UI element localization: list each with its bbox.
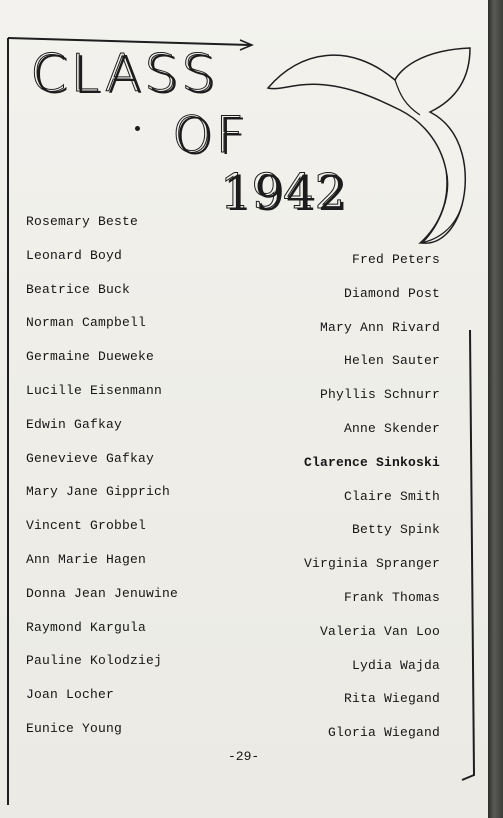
left-name-item: Leonard Boyd	[26, 247, 123, 263]
left-name-item: Ann Marie Hagen	[26, 552, 147, 567]
left-name-item: Edwin Gafkay	[26, 416, 123, 432]
title-year: 1942	[220, 164, 347, 220]
title-of: OF	[172, 106, 249, 164]
right-name-item: Helen Sauter	[343, 353, 440, 369]
right-name-item: Clarence Sinkoski	[303, 454, 440, 470]
left-name-item: Lucille Eisenmann	[26, 383, 163, 398]
left-name-item: Vincent Grobbel	[26, 518, 147, 534]
right-name-item: Claire Smith	[343, 488, 440, 504]
right-name-item: Anne Skender	[343, 421, 440, 436]
left-name-item: Raymond Kargula	[26, 619, 147, 635]
left-name-item: Germaine Dueweke	[26, 349, 155, 365]
right-name-item: Gloria Wiegand	[327, 725, 440, 741]
left-name-item: Mary Jane Gipprich	[26, 484, 171, 500]
right-name-item: Fred Peters	[351, 252, 440, 267]
right-name-item: Mary Ann Rivard	[319, 319, 440, 335]
right-name-item: Frank Thomas	[343, 590, 440, 605]
left-name-item: Eunice Young	[26, 721, 123, 736]
left-name-item: Rosemary Beste	[26, 214, 139, 229]
left-name-item: Norman Campbell	[26, 315, 147, 331]
right-border-line	[462, 330, 474, 780]
right-name-item: Lydia Wajda	[351, 657, 440, 673]
page-right-edge-shadow	[488, 0, 503, 818]
page-number: -29-	[228, 749, 260, 764]
right-name-item: Rita Wiegand	[343, 691, 440, 707]
right-name-item: Diamond Post	[343, 285, 440, 301]
right-name-item: Virginia Spranger	[303, 556, 440, 572]
left-name-item: Donna Jean Jenuwine	[26, 585, 179, 601]
left-name-item: Joan Locher	[26, 687, 115, 703]
title-class: CLASS	[30, 44, 219, 104]
left-name-item: Pauline Kolodziej	[26, 653, 163, 669]
right-name-item: Betty Spink	[351, 522, 440, 538]
left-name-item: Beatrice Buck	[26, 281, 131, 297]
right-name-item: Valeria Van Loo	[319, 623, 440, 639]
decorative-dot	[135, 126, 140, 131]
left-name-item: Genevieve Gafkay	[26, 450, 155, 466]
right-name-item: Phyllis Schnurr	[319, 387, 440, 403]
